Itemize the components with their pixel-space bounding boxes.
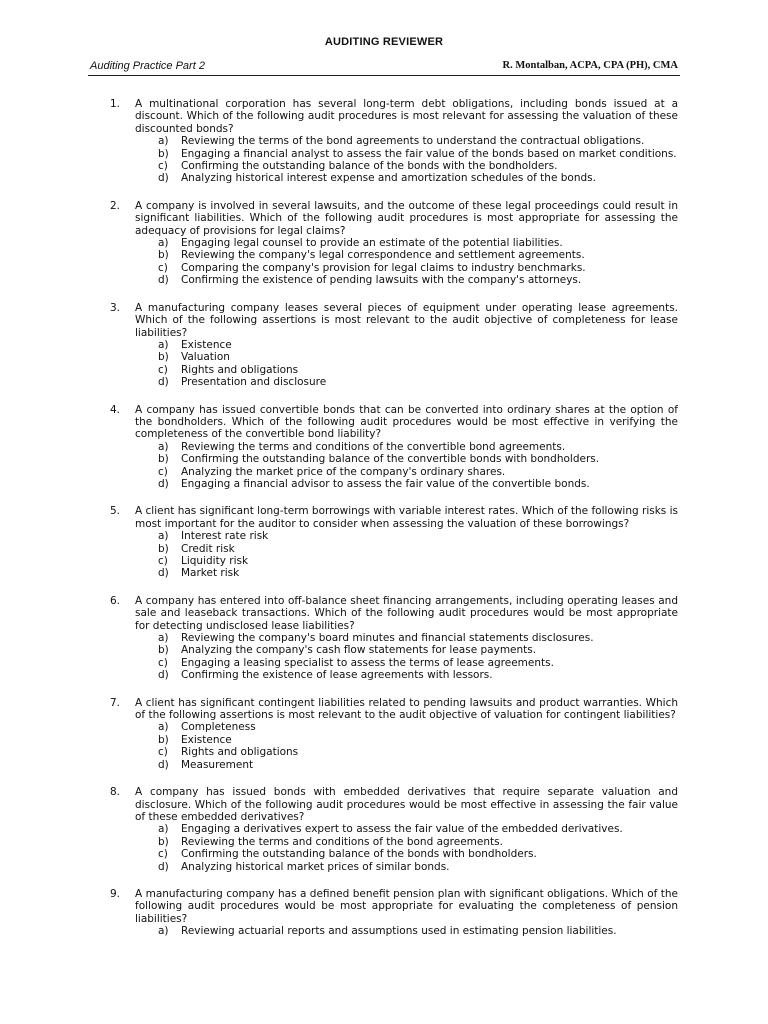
option-letter: d) — [158, 274, 169, 287]
option-text: Rights and obligations — [181, 363, 299, 376]
answer-options — [0, 721, 768, 771]
option-letter: a) — [158, 530, 169, 543]
option-text: Credit risk — [181, 542, 235, 555]
answer-option — [0, 478, 768, 490]
header-right-author: R. Montalban, ACPA, CPA (PH), CMA — [502, 60, 678, 71]
answer-option — [0, 861, 768, 873]
question-number: 1. — [110, 98, 121, 110]
answer-option — [0, 734, 768, 746]
option-text: Valuation — [181, 351, 230, 364]
question-text: A multinational corporation has several long-term debt obligations, including bonds issued at a discount. Which of the following audit procedures is most relevant for assessing the valuation of these discounted bonds? — [135, 98, 678, 135]
answer-option — [0, 135, 768, 147]
answer-option — [0, 657, 768, 669]
option-text: Confirming the outstanding balance of the bonds with the bondholders. — [181, 160, 558, 173]
option-letter: d) — [158, 669, 169, 682]
answer-options — [0, 632, 768, 682]
answer-option — [0, 836, 768, 848]
option-text: Reviewing the company's board minutes and financial statements disclosures. — [181, 632, 594, 645]
option-letter: b) — [158, 453, 169, 466]
option-letter: d) — [158, 860, 169, 873]
question-text: A company is involved in several lawsuits, and the outcome of these legal proceedings could result in significant liabilities. Which of the following audit procedures is most appropriate for assessing the adequacy of provisions for legal claims? — [135, 199, 678, 237]
option-text: Confirming the outstanding balance of the bonds with bondholders. — [181, 848, 537, 861]
option-text: Reviewing the terms and conditions of the bond agreements. — [181, 835, 503, 848]
answer-option — [0, 466, 768, 478]
option-letter: c) — [158, 555, 168, 567]
question-list — [0, 98, 768, 953]
answer-options — [0, 925, 768, 937]
option-text: Reviewing the terms of the bond agreements to understand the contractual obligations. — [181, 135, 645, 148]
option-letter: a) — [158, 632, 169, 645]
option-text: Reviewing the terms and conditions of the convertible bond agreements. — [181, 440, 566, 453]
option-letter: b) — [158, 147, 169, 160]
option-letter: b) — [158, 733, 169, 746]
answer-option — [0, 351, 768, 363]
option-text: Presentation and disclosure — [181, 376, 327, 389]
question-item — [0, 302, 768, 389]
option-text: Interest rate risk — [181, 530, 269, 543]
answer-options — [0, 823, 768, 873]
option-letter: d) — [158, 477, 169, 490]
option-text: Rights and obligations — [181, 746, 299, 759]
question-item — [0, 786, 768, 873]
header-divider — [88, 75, 680, 76]
answer-options — [0, 237, 768, 287]
option-text: Market risk — [181, 567, 240, 580]
option-letter: a) — [158, 823, 169, 836]
answer-option — [0, 364, 768, 376]
option-letter: a) — [158, 338, 169, 351]
option-text: Reviewing the company's legal correspondence and settlement agreements. — [181, 249, 585, 262]
option-text: Confirming the existence of lease agreements with lessors. — [181, 669, 493, 682]
option-letter: d) — [158, 376, 169, 389]
option-text: Completeness — [181, 721, 256, 734]
option-text: Engaging a leasing specialist to assess the terms of lease agreements. — [181, 656, 554, 669]
answer-option — [0, 148, 768, 160]
answer-option — [0, 274, 768, 286]
question-number: 3. — [110, 301, 121, 314]
option-letter: c) — [158, 746, 168, 759]
question-number: 7. — [110, 696, 121, 709]
question-number: 2. — [110, 199, 121, 212]
answer-option — [0, 543, 768, 555]
option-letter: c) — [158, 656, 168, 669]
question-number: 6. — [110, 594, 121, 607]
answer-options — [0, 441, 768, 491]
question-text: A company has issued bonds with embedded derivatives that require separate valuation and disclosure. Which of the following audit procedures would be most effective in assessing the fair value of these embedded derivatives? — [135, 786, 678, 823]
option-letter: a) — [158, 237, 169, 250]
option-letter: a) — [158, 721, 169, 734]
question-text: A manufacturing company leases several pieces of equipment under operating lease agreements. Which of the following assertions is most relevant to the audit objective of completeness for lease liabilities? — [135, 301, 678, 339]
answer-option — [0, 339, 768, 351]
option-letter: d) — [158, 758, 169, 771]
option-text: Reviewing actuarial reports and assumptions used in estimating pension liabilities. — [181, 925, 617, 938]
option-text: Engaging a derivatives expert to assess the fair value of the embedded derivatives. — [181, 823, 623, 836]
option-letter: b) — [158, 835, 169, 848]
option-text: Measurement — [181, 758, 254, 771]
option-letter: c) — [158, 363, 168, 376]
question-text: A manufacturing company has a defined benefit pension plan with significant obligations. Which of the following audit procedures would be most appropriate for evaluating the completeness of pension liabilities? — [135, 887, 678, 925]
answer-option — [0, 530, 768, 542]
option-text: Existence — [181, 733, 232, 746]
answer-option — [0, 823, 768, 835]
option-letter: a) — [158, 440, 169, 453]
question-item — [0, 505, 768, 579]
option-text: Analyzing historical interest expense and amortization schedules of the bonds. — [181, 172, 596, 185]
question-item — [0, 98, 768, 185]
answer-option — [0, 746, 768, 758]
question-number: 9. — [110, 887, 121, 900]
question-item — [0, 697, 768, 771]
question-number: 5. — [110, 505, 121, 518]
question-item — [0, 595, 768, 682]
option-text: Analyzing the company's cash flow statements for lease payments. — [181, 644, 537, 657]
option-text: Confirming the existence of pending lawsuits with the company's attorneys. — [181, 274, 582, 287]
option-letter: c) — [158, 465, 168, 478]
answer-option — [0, 567, 768, 579]
option-text: Engaging a financial analyst to assess the fair value of the bonds based on market conditions. — [181, 147, 677, 160]
answer-option — [0, 759, 768, 771]
answer-option — [0, 441, 768, 453]
question-text: A client has significant contingent liabilities related to pending lawsuits and product warranties. Which of the following assertions is most relevant to the audit objective of valuation for contingent liabilities? — [135, 696, 678, 722]
option-letter: b) — [158, 249, 169, 262]
answer-option — [0, 237, 768, 249]
question-text: A company has issued convertible bonds that can be converted into ordinary shares at the option of the bondholders. Which of the following audit procedures would be most effective in verifying the completeness of the convertible bond liability? — [135, 403, 678, 441]
option-text: Confirming the outstanding balance of the convertible bonds with bondholders. — [181, 453, 600, 466]
question-item — [0, 200, 768, 287]
answer-option — [0, 262, 768, 274]
document-title: AUDITING REVIEWER — [324, 36, 444, 48]
answer-option — [0, 632, 768, 644]
option-text: Comparing the company's provision for legal claims to industry benchmarks. — [181, 261, 586, 274]
answer-options — [0, 530, 768, 580]
option-text: Existence — [181, 338, 232, 351]
question-item — [0, 404, 768, 491]
question-number: 4. — [110, 403, 121, 416]
answer-options — [0, 339, 768, 389]
option-text: Liquidity risk — [181, 555, 249, 567]
option-letter: b) — [158, 351, 169, 364]
option-text: Analyzing historical market prices of similar bonds. — [181, 860, 450, 873]
option-letter: b) — [158, 542, 169, 555]
question-text: A company has entered into off-balance sheet financing arrangements, including operating leases and sale and leaseback transactions. Which of the following audit procedures would be most appropriate for detecting undisclosed lease liabilities? — [135, 594, 678, 632]
option-letter: c) — [158, 848, 168, 861]
answer-option — [0, 376, 768, 388]
question-item — [0, 888, 768, 938]
option-letter: a) — [158, 135, 169, 148]
answer-option — [0, 160, 768, 172]
option-letter: d) — [158, 172, 169, 185]
option-letter: c) — [158, 160, 168, 173]
option-letter: b) — [158, 644, 169, 657]
answer-option — [0, 848, 768, 860]
header-left-label: Auditing Practice Part 2 — [90, 60, 205, 72]
option-letter: a) — [158, 925, 169, 938]
answer-option — [0, 453, 768, 465]
question-number: 8. — [110, 786, 121, 799]
option-letter: d) — [158, 567, 169, 580]
option-letter: c) — [158, 261, 168, 274]
answer-option — [0, 249, 768, 261]
option-text: Engaging a financial advisor to assess the fair value of the convertible bonds. — [181, 477, 590, 490]
answer-option — [0, 555, 768, 567]
answer-option — [0, 172, 768, 184]
question-text: A client has significant long-term borrowings with variable interest rates. Which of the following risks is most important for the auditor to consider when assessing the valuation of these borrowings? — [135, 505, 678, 530]
answer-option — [0, 925, 768, 937]
option-text: Engaging legal counsel to provide an estimate of the potential liabilities. — [181, 237, 563, 250]
answer-option — [0, 721, 768, 733]
answer-option — [0, 644, 768, 656]
answer-options — [0, 135, 768, 185]
option-text: Analyzing the market price of the company's ordinary shares. — [181, 465, 506, 478]
answer-option — [0, 669, 768, 681]
